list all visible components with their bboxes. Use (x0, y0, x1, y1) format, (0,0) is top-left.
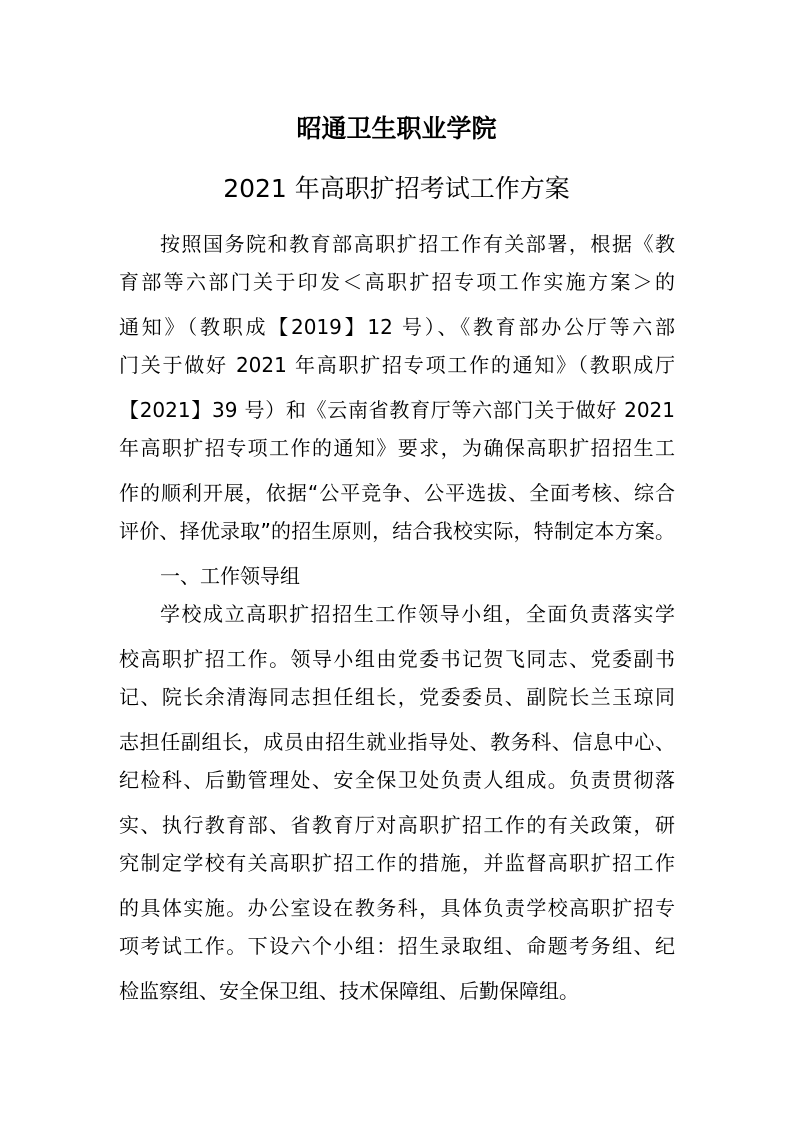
paragraph-1-line: 年高职扩招专项工作的通知》要求，为确保高职扩招招生工 (119, 436, 675, 460)
paragraph-1-line: 作的顺利开展，依据“公平竞争、公平选拔、全面考核、综合 (119, 481, 675, 505)
paragraph-1-line: 通知》（教职成【2019】12 号）、《教育部办公厅等六部 (119, 315, 675, 339)
section-heading: 一、工作领导组 (160, 564, 300, 588)
document-title: 昭通卫生职业学院 (296, 114, 497, 143)
paragraph-2-line: 的具体实施。办公室设在教务科，具体负责学校高职扩招专 (119, 896, 675, 920)
paragraph-1-line: 【2021】39 号）和《云南省教育厅等六部门关于做好 2021 (119, 398, 675, 422)
document-subtitle: 2021 年高职扩招考试工作方案 (223, 174, 570, 203)
paragraph-2-line: 检监察组、安全保卫组、技术保障组、后勤保障组。 (119, 979, 579, 1003)
paragraph-1-line: 评价、择优录取”的招生原则，结合我校实际，特制定本方案。 (119, 519, 675, 543)
paragraph-2-line: 实、执行教育部、省教育厅对高职扩招工作的有关政策，研 (119, 813, 675, 837)
paragraph-2-line: 志担任副组长，成员由招生就业指导处、教务科、信息中心、 (119, 730, 675, 754)
paragraph-2-line: 纪检科、后勤管理处、安全保卫处负责人组成。负责贯彻落 (119, 768, 675, 792)
paragraph-2-line: 校高职扩招工作。领导小组由党委书记贺飞同志、党委副书 (119, 647, 675, 671)
paragraph-2-line: 项考试工作。下设六个小组：招生录取组、命题考务组、纪 (119, 934, 675, 958)
paragraph-2-line: 记、院长余清海同志担任组长，党委委员、副院长兰玉琼同 (119, 685, 675, 709)
paragraph-2-line: 学校成立高职扩招招生工作领导小组，全面负责落实学 (160, 602, 675, 626)
paragraph-1-line: 育部等六部门关于印发＜高职扩招专项工作实施方案＞的 (119, 270, 675, 294)
paragraph-1-line: 门关于做好 2021 年高职扩招专项工作的通知》（教职成厅 (119, 353, 675, 377)
paragraph-2-line: 究制定学校有关高职扩招工作的措施，并监督高职扩招工作 (119, 851, 675, 875)
paragraph-1-line: 按照国务院和教育部高职扩招工作有关部署，根据《教 (160, 232, 675, 256)
